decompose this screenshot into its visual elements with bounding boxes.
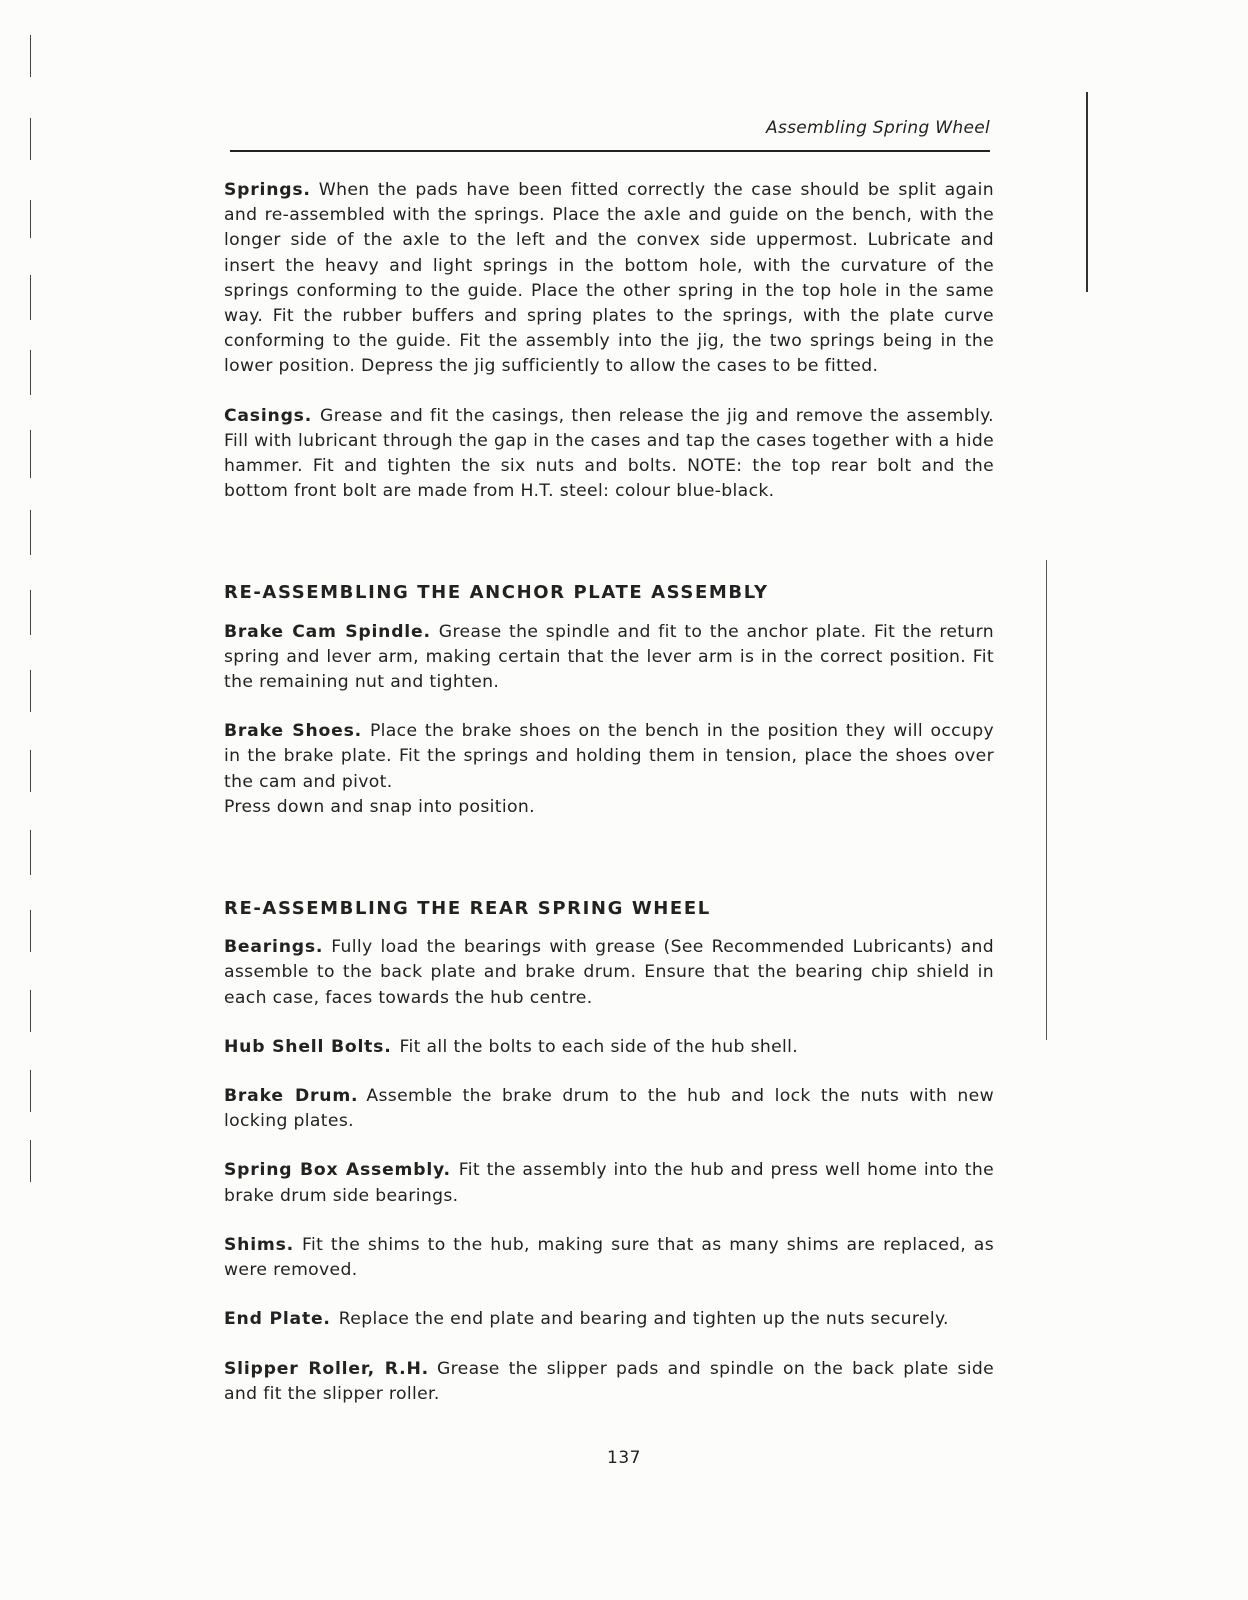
spring-box-text: Fit the assembly into the hub and press well home into the brake drum side bearings. <box>224 1160 995 1206</box>
shims-term: Shims. <box>224 1234 294 1255</box>
spring-box-term: Spring Box Assembly. <box>224 1160 451 1181</box>
bearings-term: Bearings. <box>224 937 324 958</box>
bearings-paragraph <box>224 935 994 1011</box>
brake-shoes-text: Place the brake shoes on the bench in the position they will occupy in the brake plate. Fit the springs and holding them in tension, place the shoes over the cam and pivot. <box>224 721 995 792</box>
brake-shoes-text-2: Press down and snap into position. <box>224 796 535 817</box>
brake-shoes-term: Brake Shoes. <box>224 721 362 742</box>
casings-term: Casings. <box>224 405 313 426</box>
spring-box-paragraph <box>224 1158 994 1208</box>
brake-drum-paragraph <box>224 1084 994 1134</box>
brake-cam-text: Grease the spindle and fit to the anchor plate. Fit the return spring and lever arm, making certain that the lever arm is in the correct position. Fit the remaining nut and tighten. <box>224 621 994 693</box>
springs-paragraph <box>224 178 994 380</box>
brake-cam-paragraph <box>224 620 994 696</box>
header-rule <box>230 150 990 152</box>
springs-text: When the pads have been fitted correctly the case should be split again and re-assembled with the springs. Place the axle and guide on the bench, with the longer side of the axle to the left and the convex side uppermost. Lubricate and insert the heavy and light springs in the bottom hole, with the curvature of the springs conforming to the guide. Place the other spring in the top hole in the same way. Fit the rubber buffers and spring plates to the springs, with the plate curve conforming to the guide. Fit the assembly into the jig, the two springs being in the lower position. Depress the jig sufficiently to allow the cases to be fitted. <box>224 180 994 377</box>
rear-spring-wheel-heading: RE-ASSEMBLING THE REAR SPRING WHEEL <box>224 898 711 920</box>
section-gap <box>224 528 994 580</box>
brake-drum-term: Brake Drum. <box>224 1086 359 1107</box>
binding-marks <box>30 30 34 1190</box>
brake-drum-text: Assemble the brake drum to the hub and lock the nuts with new locking plates. <box>224 1086 994 1132</box>
anchor-plate-heading: RE-ASSEMBLING THE ANCHOR PLATE ASSEMBLY <box>224 582 769 604</box>
casings-paragraph <box>224 404 994 505</box>
scan-edge-rule-top <box>1086 92 1088 292</box>
page-content <box>224 178 994 1431</box>
slipper-roller-text: Grease the slipper pads and spindle on the back plate side and fit the slipper roller. <box>224 1358 995 1404</box>
bearings-text: Fully load the bearings with grease (See Recommended Lubricants) and assemble to the back plate and brake drum. Ensure that the bearing chip shield in each case, faces towards the hub centre. <box>224 937 994 1008</box>
running-head: Assembling Spring Wheel <box>766 118 990 138</box>
end-plate-paragraph <box>224 1307 994 1332</box>
hub-shell-text: Fit all the bolts to each side of the hub shell. <box>399 1036 799 1057</box>
end-plate-text: Replace the end plate and bearing and tighten up the nuts securely. <box>338 1309 949 1330</box>
end-plate-term: End Plate. <box>224 1309 331 1330</box>
hub-shell-paragraph <box>224 1035 994 1060</box>
shims-text: Fit the shims to the hub, making sure that as many shims are replaced, as were removed. <box>224 1234 994 1281</box>
page-number: 137 <box>607 1448 641 1468</box>
hub-shell-term: Hub Shell Bolts. <box>224 1036 392 1057</box>
springs-term: Springs. <box>224 180 311 200</box>
brake-cam-term: Brake Cam Spindle. <box>224 621 431 642</box>
casings-text: Grease and fit the casings, then release the jig and remove the assembly. Fill with lubricant through the gap in the cases and tap the cases together with a hide hammer. Fit and tighten the six nuts and bolts. NOTE: the top rear bolt and the bottom front bolt are made from H.T. steel: colour blue-black. <box>224 405 994 502</box>
shims-paragraph <box>224 1233 994 1283</box>
brake-shoes-paragraph <box>224 719 994 820</box>
scan-edge-rule-bottom <box>1046 560 1047 1040</box>
section-gap <box>224 844 994 896</box>
slipper-roller-paragraph <box>224 1357 994 1407</box>
slipper-roller-term: Slipper Roller, R.H. <box>224 1358 429 1379</box>
